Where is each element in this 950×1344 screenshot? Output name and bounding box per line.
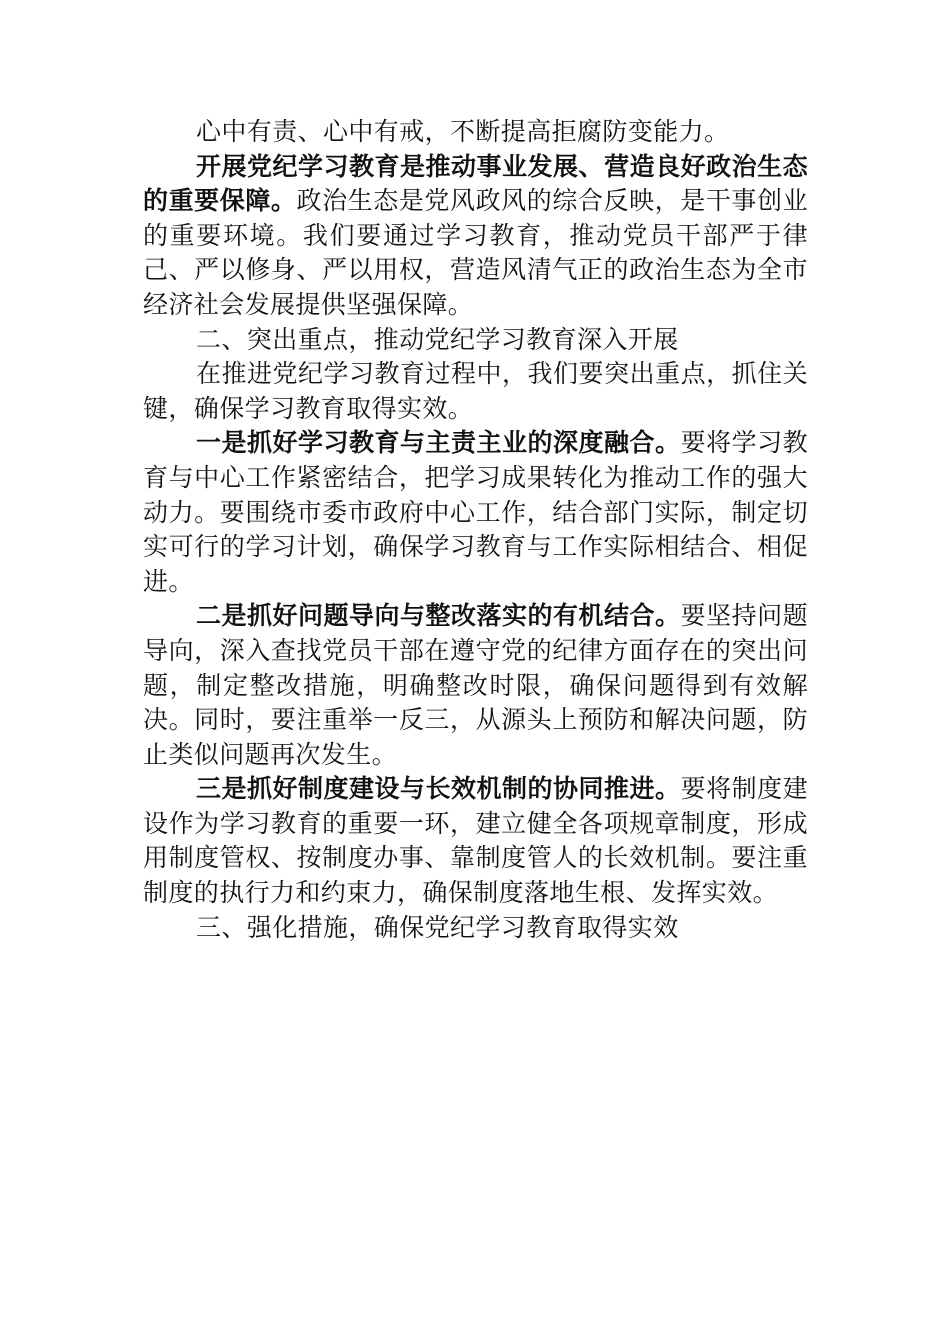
paragraph-2-lead: 开展党纪学习教育是推动事业发展、营造良好政治生态的重要保障。: [143, 151, 808, 216]
paragraph-6-text: 要坚持问题导向，深入查找党员干部在遵守党的纪律方面存在的突出问题，制定整改措施，明确整改时限，确保问题得到有效解决。同时，要注重举一反三，从源头上预防和解决问题，防止类似问题再次发生。: [143, 601, 808, 769]
paragraph-2-text: 政治生态是党风政风的综合反映，是干事创业的重要环境。我们要通过学习教育，推动党员干部严于律己、严以修身、严以用权，营造风清气正的政治生态为全市经济社会发展提供坚强保障。: [143, 186, 808, 319]
paragraph-1-text: 心中有责、心中有戒，不断提高拒腐防变能力。: [196, 117, 730, 146]
paragraph-7-lead: 三是抓好制度建设与长效机制的协同推进。: [196, 774, 681, 804]
paragraph-5-lead: 一是抓好学习教育与主责主业的深度融合。: [196, 428, 681, 458]
section-heading-2: [143, 323, 808, 358]
paragraph-4-text: 在推进党纪学习教育过程中，我们要突出重点，抓住关键，确保学习教育取得实效。: [143, 359, 808, 423]
document-body: [143, 115, 808, 945]
paragraph-7: [143, 772, 808, 910]
paragraph-7-text: 要将制度建设作为学习教育的重要一环，建立健全各项规章制度，形成用制度管权、按制度办事、靠制度管人的长效机制。要注重制度的执行力和约束力，确保制度落地生根、发挥实效。: [143, 774, 808, 908]
paragraph-6-lead: 二是抓好问题导向与整改落实的有机结合。: [196, 601, 681, 631]
section-heading-3: [143, 911, 808, 946]
paragraph-6: [143, 599, 808, 772]
paragraph-2: [143, 150, 808, 323]
paragraph-5: [143, 426, 808, 599]
paragraph-4: [143, 357, 808, 426]
section-heading-3-text: 三、强化措施，确保党纪学习教育取得实效: [196, 912, 679, 942]
paragraph-5-text: 要将学习教育与中心工作紧密结合，把学习成果转化为推动工作的强大动力。要围绕市委市政府中心工作，结合部门实际，制定切实可行的学习计划，确保学习教育与工作实际相结合、相促进。: [143, 428, 808, 596]
paragraph-1: [143, 115, 808, 150]
section-heading-2-text: 二、突出重点，推动党纪学习教育深入开展: [196, 324, 679, 354]
